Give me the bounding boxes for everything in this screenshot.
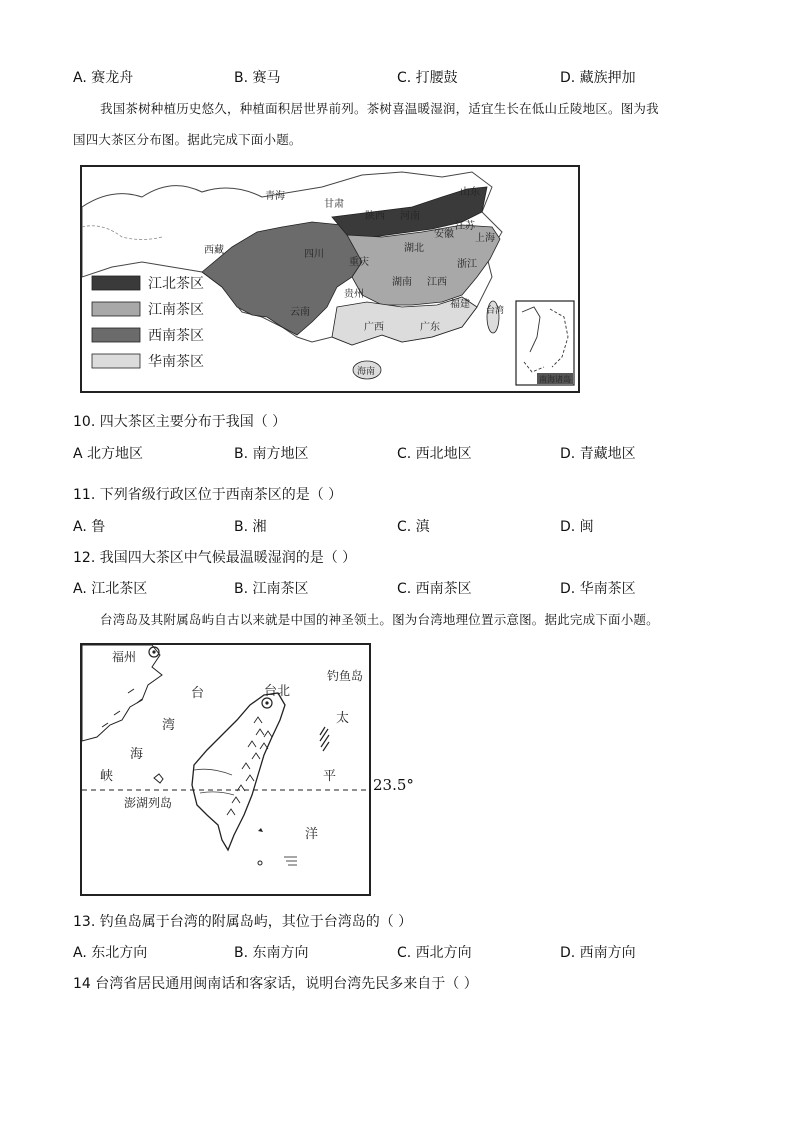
label-jiangxi: 江西 [427, 277, 447, 288]
legend-label-southwest: 西南茶区 [148, 328, 204, 344]
label-strait-3: 海 [130, 747, 144, 762]
label-taiwan: 台湾 [486, 306, 505, 316]
option-a: A. 赛龙舟 [73, 70, 134, 86]
label-gansu: 甘肃 [324, 199, 344, 210]
label-jiangsu: 江苏 [455, 221, 475, 232]
q10-option-c: C. 西北地区 [397, 446, 472, 462]
option-c: C. 打腰鼓 [397, 70, 458, 86]
q10-option-a: A 北方地区 [73, 446, 144, 462]
label-fujian: 福建 [450, 299, 470, 310]
diaoyu-island-hatch [320, 727, 329, 751]
q11-option-a: A. 鲁 [73, 519, 106, 535]
question-14: 14 台湾省居民通用闽南话和客家话，说明台湾先民多来自于（ ） [73, 976, 478, 992]
label-guangdong: 广东 [420, 322, 440, 333]
label-hunan: 湖南 [392, 277, 412, 288]
label-taipei: 台北 [264, 684, 291, 699]
label-henan: 河南 [400, 211, 420, 222]
q13-option-d: D. 西南方向 [560, 945, 636, 961]
q13-option-c: C. 西北方向 [397, 945, 472, 961]
q12-option-d: D. 华南茶区 [560, 581, 636, 597]
inset-caption: 南海诸岛 [539, 375, 571, 384]
question-13: 13. 钓鱼岛属于台湾的附属岛屿，其位于台湾岛的（ ） [73, 914, 413, 930]
label-anhui: 安徽 [434, 229, 454, 240]
label-ocean-2: 平 [323, 769, 337, 784]
legend-label-north: 江北茶区 [148, 276, 204, 292]
legend-label-south-jiang: 江南茶区 [148, 302, 204, 318]
question-10: 10. 四大茶区主要分布于我国（ ） [73, 414, 287, 430]
tea-map-svg [82, 167, 578, 391]
q11-option-d: D. 闽 [560, 519, 594, 535]
tea-intro-line1: 我国茶树种植历史悠久，种植面积居世界前列。茶树喜温暖湿润，适宜生长在低山丘陵地区。图为我 [100, 101, 659, 116]
label-guizhou: 贵州 [344, 289, 364, 300]
q13-option-a: A. 东北方向 [73, 945, 148, 961]
option-d: D. 藏族押加 [560, 70, 636, 86]
label-hubei: 湖北 [404, 243, 424, 254]
label-sichuan: 四川 [304, 249, 324, 260]
taiwan-map [80, 643, 371, 896]
legend-swatch-southwest [92, 328, 140, 342]
q10-option-d: D. 青藏地区 [560, 446, 636, 462]
label-strait-1: 台 [191, 686, 205, 701]
latitude-label: 23.5° [373, 776, 414, 794]
label-penghu: 澎湖列岛 [124, 796, 173, 810]
tea-region-map [80, 165, 580, 393]
label-strait-4: 峡 [100, 769, 114, 784]
label-diaoyu: 钓鱼岛 [327, 669, 364, 683]
q11-option-b: B. 湘 [234, 519, 267, 535]
legend-swatch-south-china [92, 354, 140, 368]
legend-swatch-south-jiang [92, 302, 140, 316]
label-ocean-1: 太 [336, 711, 350, 726]
question-12: 12. 我国四大茶区中气候最温暖湿润的是（ ） [73, 550, 357, 566]
label-qinghai: 青海 [265, 191, 285, 202]
question-11: 11. 下列省级行政区位于西南茶区的是（ ） [73, 487, 343, 503]
label-tibet: 西藏 [204, 245, 224, 256]
label-shandong: 山东 [460, 187, 480, 198]
taiwan-intro: 台湾岛及其附属岛屿自古以来就是中国的神圣领土。图为台湾地理位置示意图。据此完成下面小题。 [100, 612, 659, 627]
q11-option-c: C. 滇 [397, 519, 430, 535]
label-strait-2: 湾 [162, 718, 176, 733]
label-zhejiang: 浙江 [457, 259, 477, 270]
option-b: B. 赛马 [234, 70, 281, 86]
q13-option-b: B. 东南方向 [234, 945, 309, 961]
label-yunnan: 云南 [290, 307, 310, 318]
taiwan-island-outline [192, 693, 285, 850]
label-guangxi: 广西 [364, 322, 384, 333]
label-hainan: 海南 [357, 367, 376, 377]
q12-option-c: C. 西南茶区 [397, 581, 472, 597]
south-sea-inset [516, 301, 574, 385]
label-fuzhou: 福州 [112, 650, 137, 664]
q12-option-a: A. 江北茶区 [73, 581, 148, 597]
label-ocean-3: 洋 [305, 827, 319, 842]
label-shaanxi: 陕西 [365, 211, 385, 222]
taiwan-map-svg [82, 645, 369, 894]
legend-swatch-north [92, 276, 140, 290]
tea-intro-line2: 国四大茶区分布图。据此完成下面小题。 [73, 132, 302, 147]
label-shanghai: 上海 [475, 233, 495, 244]
label-chongqing: 重庆 [349, 257, 369, 268]
q10-option-b: B. 南方地区 [234, 446, 309, 462]
q12-option-b: B. 江南茶区 [234, 581, 309, 597]
legend-label-south-china: 华南茶区 [148, 354, 204, 370]
